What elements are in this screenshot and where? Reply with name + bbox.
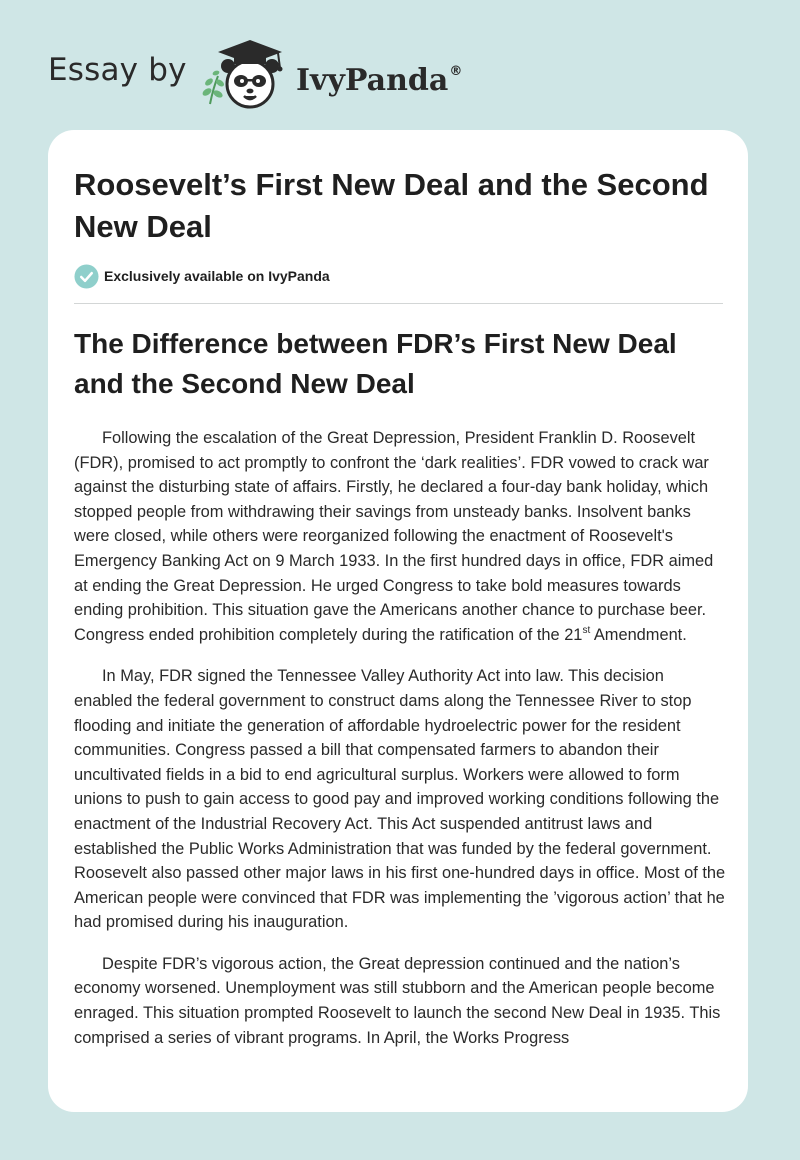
- essay-title: Roosevelt’s First New Deal and the Second New Deal: [74, 167, 709, 244]
- check-circle-icon: [74, 264, 99, 289]
- brand-prefix: Essay by: [48, 52, 187, 88]
- ordinal-superscript: st: [582, 624, 591, 636]
- paragraph-text: Following the escalation of the Great Depression, President Franklin D. Roosevelt (FDR), promised to act promptly to confront the ‘dark realities’. FDR vowed to crack war against the disturbing state of affairs. Firstly, he declared a four-day bank holiday, which stopped people from withdrawing their savings from unsteady banks. Insolvent banks were closed, while others were reorganized following the enactment of Roosevelt's Emergency Banking Act on 9 March 1933. In the first hundred days in office, FDR aimed at ending the Great Depression. He urged Congress to take bold measures towards ending prohibition. This situation gave the Americans another chance to purchase beer. Congress ended prohibition completely during the ratification of the 21: [74, 429, 714, 644]
- exclusive-badge: [74, 263, 330, 289]
- site-header: [0, 0, 800, 125]
- leaf-icon: [201, 70, 225, 104]
- paragraph: In May, FDR signed the Tennessee Valley Authority Act into law. This decision enabled the federal government to construct dams along the Tennessee River to stop flooding and initiate the generation of affordable hydroelectric power for the resident communities. Congress passed a bill that compensated farmers to abandon their uncultivated fields in a bid to end agricultural surplus. Workers were allowed to form unions to push to gain access to good pay and improved working conditions following the enactment of the Industrial Recovery Act. This Act suspended antitrust laws and established the Public Works Administration that was funded by the federal government. Roosevelt also passed other major laws in his first one-hundred days in office. Most of the American people were convinced that FDR was implementing the ’vigorous action’ that he had promised during his inauguration.: [74, 667, 726, 932]
- essay-body: [74, 426, 726, 1067]
- section-heading: The Difference between FDR’s First New Deal and the Second New Deal: [74, 328, 677, 399]
- registered-mark: ®: [449, 64, 463, 79]
- paragraph-text-end: Amendment.: [590, 625, 687, 644]
- divider: [74, 303, 723, 304]
- panda-graduate-icon[interactable]: [198, 36, 294, 112]
- paragraph: [74, 426, 726, 647]
- brand-name[interactable]: [296, 52, 462, 101]
- brand-name-text: IvyPanda: [296, 63, 449, 98]
- paragraph: Despite FDR’s vigorous action, the Great depression continued and the nation’s economy worsened. Unemployment was still stubborn and the American people become enraged. This situation prompted Roosevelt to launch the second New Deal in 1935. This comprised a series of vibrant programs. In April, the Works Progress: [74, 954, 721, 1047]
- essay-card: [48, 130, 748, 1112]
- badge-text: Exclusively available on IvyPanda: [104, 268, 330, 284]
